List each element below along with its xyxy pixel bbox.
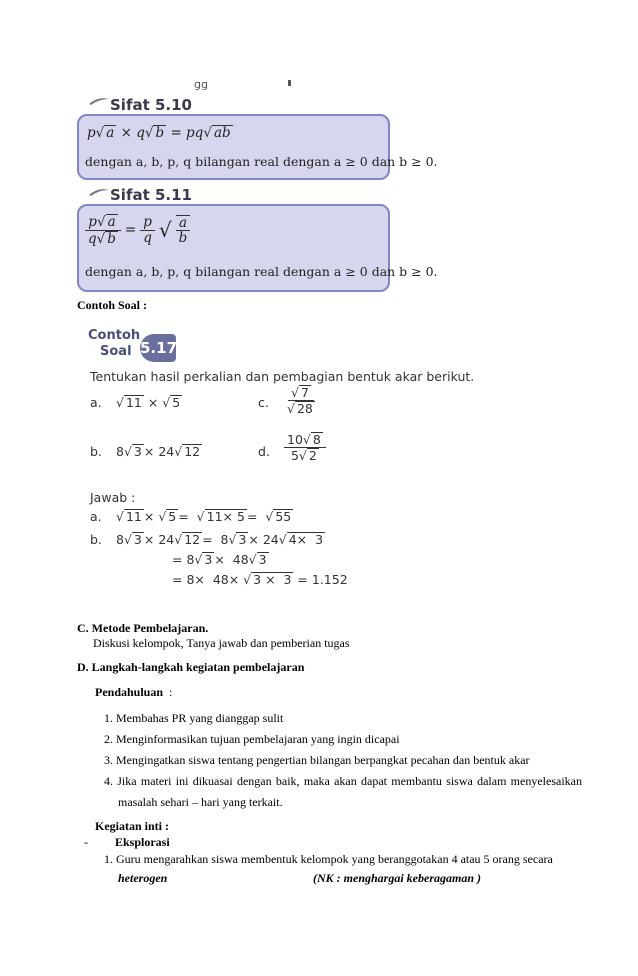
sifat-511-formula: $\frac{p√ a}{q√ b}$ = $\frac{p}{q}$ √ $\frac{a}{b}$ bbox=[85, 214, 190, 247]
sifat-510-title: Sifat 5.10 bbox=[110, 96, 192, 114]
eksplorasi-item-1: 1. Guru mengarahkan siswa membentuk kelompok yang beranggotakan 4 atau 5 orang secara bbox=[104, 852, 553, 866]
list-item-4-cont: masalah sehari – hari yang terkait. bbox=[118, 795, 283, 809]
list-item-3: 3. Mengingatkan siswa tentang pengertian bilangan berpangkat pecahan dan bentuk akar bbox=[104, 753, 530, 767]
item-a-expr: √ 11 × √ 5 bbox=[116, 395, 181, 410]
contoh-soal-label: Contoh Soal : bbox=[77, 298, 148, 312]
swoosh-icon bbox=[88, 96, 110, 106]
item-d-expr: $\frac{10√ 8}{5√ 2}$ bbox=[284, 432, 326, 463]
kegiatan-inti-label: Kegiatan inti : bbox=[95, 819, 169, 833]
jawab-a-line: √ 11 × √ 5 = √ 11× 5 = √ 55 bbox=[116, 509, 292, 524]
item-b-expr: 8√ 3 × 24√ 12 bbox=[116, 444, 201, 459]
question-text: Tentukan hasil perkalian dan pembagian bentuk akar berikut. bbox=[90, 369, 475, 384]
jawab-b-line-2: = 8√ 3 × 48√ 3 bbox=[172, 552, 267, 567]
item-b-label: b. bbox=[90, 444, 102, 459]
item-c-label: c. bbox=[258, 395, 269, 410]
sifat-511-box bbox=[77, 204, 438, 292]
section-c-text: Diskusi kelompok, Tanya jawab dan pemberian tugas bbox=[93, 636, 350, 650]
list-item-2: 2. Menginformasikan tujuan pembelajaran yang ingin dicapai bbox=[104, 732, 400, 746]
sifat-511-description: dengan a, b, p, q bilangan real dengan a ≥ 0 dan b ≥ 0. bbox=[85, 264, 438, 279]
section-c-heading: C. Metode Pembelajaran. bbox=[77, 621, 209, 635]
section-d-heading: D. Langkah-langkah kegiatan pembelajaran bbox=[77, 660, 305, 674]
item-c-expr: $\frac{√ 7}{√ 28}$ bbox=[287, 385, 313, 416]
badge-line1: Contoh bbox=[88, 328, 141, 343]
list-item-4: 4. Jika materi ini dikuasai dengan baik, maka akan dapat membantu siswa dalam menyelesaikan bbox=[104, 774, 582, 788]
item-a-label: a. bbox=[90, 395, 102, 410]
sifat-510-formula: p√ a × q√ b = pq√ ab bbox=[87, 125, 231, 141]
pendahuluan-row bbox=[95, 685, 172, 700]
item-d-label: d. bbox=[258, 444, 270, 459]
contoh-soal-badge bbox=[88, 328, 178, 368]
sifat-510-box bbox=[77, 114, 438, 180]
swoosh-icon bbox=[88, 187, 110, 197]
clipped-top-fragment: ɡɡ bbox=[182, 84, 302, 90]
sifat-510-description: dengan a, b, p, q bilangan real dengan a ≥ 0 dan b ≥ 0. bbox=[85, 154, 438, 169]
pendahuluan-colon: : bbox=[169, 685, 173, 699]
jawab-b-line-3: = 8× 48× √ 3 × 3 = 1.152 bbox=[172, 572, 348, 587]
jawab-label: Jawab : bbox=[90, 490, 136, 505]
sifat-511-title: Sifat 5.11 bbox=[110, 186, 192, 204]
jawab-b-line-1: 8√ 3 × 24√ 12 = 8√ 3 × 24√ 4× 3 bbox=[116, 532, 324, 547]
badge-number: 5.17 bbox=[140, 334, 176, 362]
jawab-b-label: b. bbox=[90, 532, 102, 547]
badge-line2: Soal bbox=[100, 344, 132, 359]
eksplorasi-dash: - bbox=[84, 835, 88, 849]
jawab-a-label: a. bbox=[90, 509, 102, 524]
pendahuluan-label: Pendahuluan bbox=[95, 685, 164, 699]
eksplorasi-label: Eksplorasi bbox=[115, 835, 170, 849]
nk-note: (NK : menghargai keberagaman ) bbox=[313, 871, 481, 885]
list-item-1: 1. Membahas PR yang dianggap sulit bbox=[104, 711, 284, 725]
heterogen-text: heterogen bbox=[118, 871, 168, 885]
